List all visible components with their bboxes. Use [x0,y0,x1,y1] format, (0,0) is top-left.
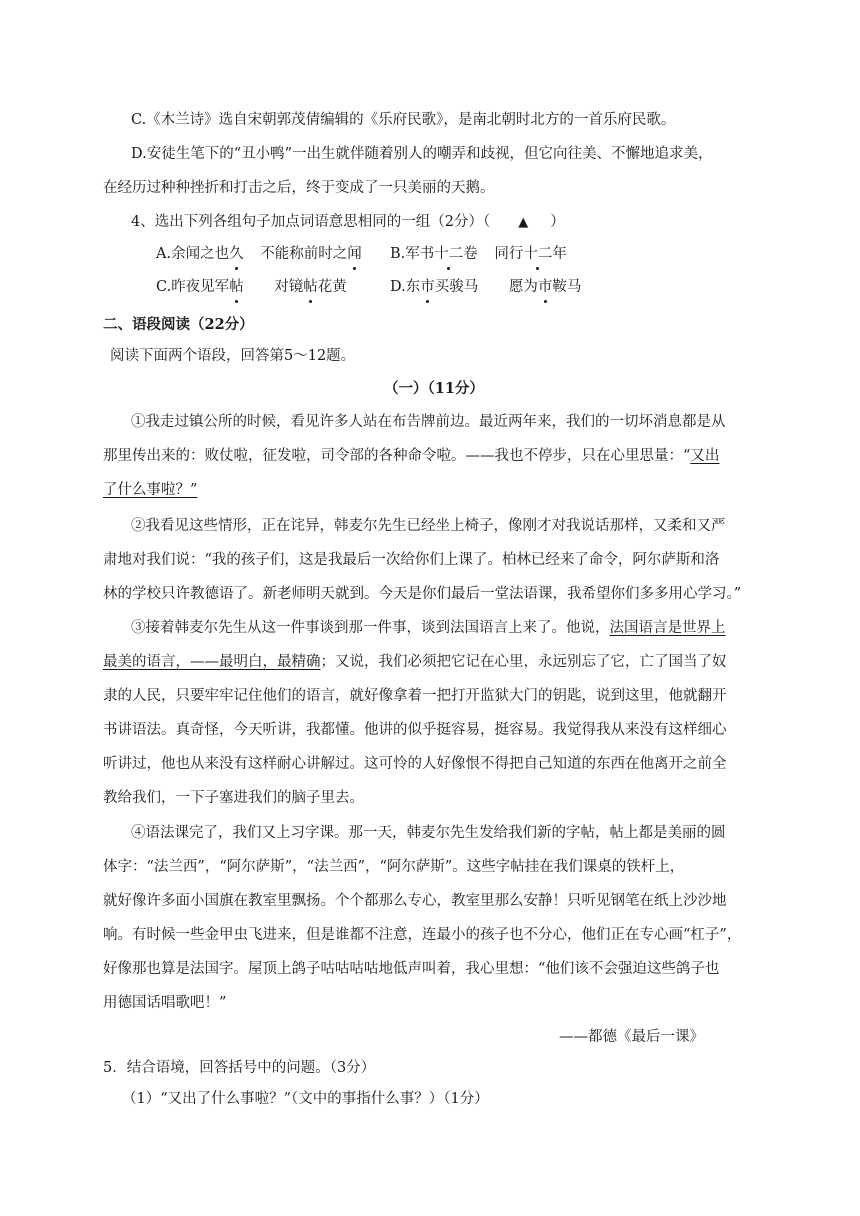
dotted-word: 市 [537,279,553,295]
passage-p3-line3: 隶的人民，只要牢牢记住他们的语言，就好像拿着一把打开监狱大门的钥匙，说到这里，他就翻开 [103,688,727,704]
underlined-phrase: 又出 [690,448,720,464]
answer-marker-icon: ▲ [518,215,529,230]
passage-p4-line4: 响。有时候一些金甲虫飞进来，但是谁都不注意，连最小的孩子也不分心，他们正在专心画“杠子”， [103,927,742,943]
q4-option-c: C.昨夜见军帖 对镜帖花黄 [156,279,347,295]
dotted-word: 帖 [229,279,244,295]
passage-p2-line2: 肃地对我们说：“我的孩子们，这是我最后一次给你们上课了。柏林已经来了命令，阿尔萨斯和洛 [103,552,720,568]
dotted-word: 十二 [434,246,464,262]
section-instruction: 阅读下面两个语段，回答第5～12题。 [110,348,356,364]
q3-option-d-line2: 在经历过种种挫折和打击之后，终于变成了一只美丽的天鹅。 [103,180,495,196]
dotted-word: 久 [229,246,244,262]
part-heading: （一）（11分） [384,380,484,397]
passage-p2-line3: 林的学校只许教德语了。新老师明天就到。今天是你们最后一堂法语课，我希望你们多多用心学习。” [103,586,742,602]
q4-stem-text: 4、选出下列各组句子加点词语意思相同的一组（2分）（ [131,214,491,230]
q4-option-d: D.东市买骏马 愿为市鞍马 [390,279,582,295]
passage-p1-line1: ①我走过镇公所的时候，看见许多人站在布告牌前边。最近两年来，我们的一切坏消息都是从 [131,414,726,430]
passage-p4-line2: 体字：“法兰西”，“阿尔萨斯”，“法兰西”，“阿尔萨斯”。这些字帖挂在我们课桌的铁杆上， [103,859,685,875]
q3-option-c: C.《木兰诗》选自宋朝郭茂倩编辑的《乐府民歌》，是南北朝时北方的一首乐府民歌。 [131,112,676,128]
underlined-phrase: 法国语言是世界上 [609,620,726,636]
passage-p4-line5: 好像那也算是法国字。屋顶上鸽子咕咕咕咕地低声叫着，我心里想：“他们该不会强迫这些鸽子也 [103,961,720,977]
q3-option-d-line1: D.安徒生笔下的“丑小鸭”一出生就伴随着别人的嘲弄和歧视，但它向往美、不懈地追求美， [131,146,713,162]
passage-p4-line1: ④语法课完了，我们又上习字课。那一天，韩麦尔先生发给我们新的字帖，帖上都是美丽的圆 [131,825,726,841]
q5-sub1: （1）“又出了什么事啦？”（文中的事指什么事？）（1分） [122,1091,489,1107]
dotted-word: 市 [420,279,435,295]
section-heading: 二、语段阅读（22分） [103,316,254,333]
dotted-word: 闻 [347,246,362,262]
passage-p3-line1: ③接着韩麦尔先生从这一件事谈到那一件事，谈到法国语言上来了。他说，法国语言是世界上 [131,620,726,636]
passage-p2-line1: ②我看见这些情形，正在诧异，韩麦尔先生已经坐上椅子，像刚才对我说话那样，又柔和又严 [131,518,726,534]
q4-option-a: A.余闻之也久 不能称前时之闻 [156,246,362,262]
underlined-phrase: 最美的语言，——最明白，最精确 [103,654,321,670]
passage-p3-line5: 听讲过，他也从来没有这样耐心讲解过。这可怜的人好像恨不得把自己知道的东西在他离开之前全 [103,756,727,772]
passage-p3-line6: 教给我们，一下子塞进我们的脑子里去。 [103,790,364,806]
passage-p4-line3: 就好像许多面小国旗在教室里飘扬。个个都那么专心，教室里那么安静！只听见钢笔在纸上沙沙地 [103,893,727,909]
passage-p4-line6: 用德国话唱歌吧！” [103,995,227,1011]
dotted-word: 十二 [523,246,553,262]
dotted-word: 帖 [303,279,318,295]
q4-option-b: B.军书十二卷 同行十二年 [390,246,567,262]
passage-source: ——都德《最后一课》 [559,1029,704,1045]
passage-p3-line4: 书讲语法。真奇怪，今天听讲，我都懂。他讲的似乎挺容易，挺容易。我觉得我从来没有这样细心 [103,722,727,738]
passage-p3-line2: 最美的语言，——最明白，最精确；又说，我们必须把它记在心里，永远别忘了它，亡了国当了奴 [103,654,727,670]
passage-p1-line3: 了什么事啦？” [103,482,198,498]
q4-stem [131,212,565,233]
q5-stem: 5．结合语境，回答括号中的问题。（3分） [103,1060,376,1076]
q4-stem-close: ） [550,214,565,230]
passage-p1-line2: 那里传出来的：败仗啦，征发啦，司令部的各种命令啦。——我也不停步，只在心里思量：“又出 [103,448,720,464]
